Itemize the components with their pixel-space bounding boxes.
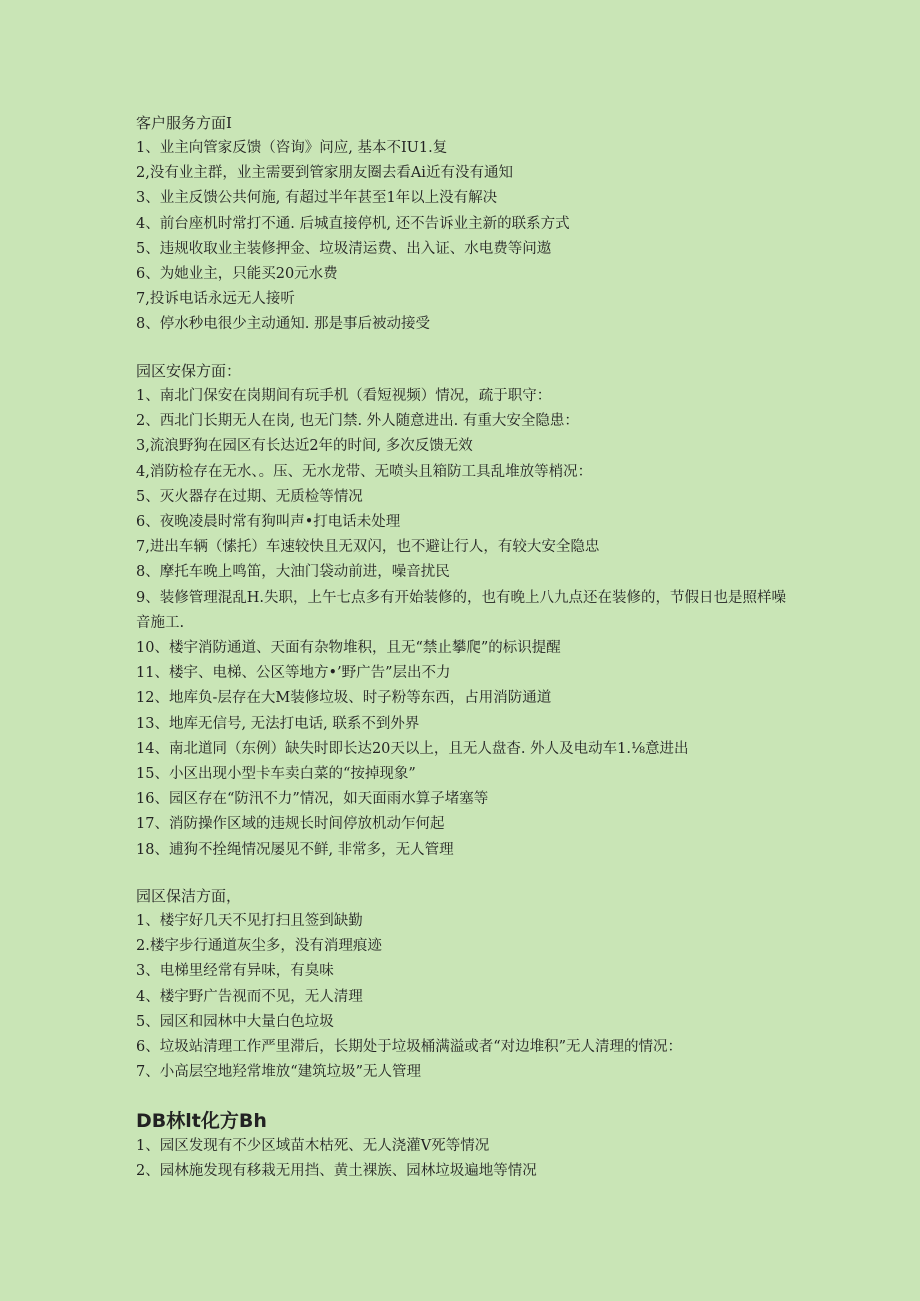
list-item: 3、业主反馈公共何施, 有超过半年甚至1年以上没有解决 <box>136 190 498 207</box>
section-cleaning <box>136 884 796 1085</box>
list-item: 2,没有业主群，业主需要到管家朋友圈去看Ai近有没有通知 <box>136 165 513 182</box>
section-heading: DB林lt化方Bh <box>136 1110 267 1132</box>
list-item: 12、地库负-层存在大M装修垃圾、时子粉等东西，占用消防通道 <box>136 690 552 707</box>
list-item: 1、业主向管家反馈（咨询》问应, 基本不IU1.复 <box>136 140 448 156</box>
list-item: 14、南北道同（东例）缺失时即长达20天以上，且无人盘杳. 外人及电动车1.⅛意进出 <box>136 740 689 757</box>
list-item: 18、逋狗不拴绳情况屡见不鲜, 非常多，无人管理 <box>136 841 454 858</box>
list-item: 8、摩托车晚上鸣笛，大油门袋动前进，噪音扰民 <box>136 564 450 581</box>
list-item: 7,投诉电话永远无人接听 <box>136 291 295 308</box>
list-item: 3、电梯里经常有异味，有臭味 <box>136 963 334 980</box>
list-item: 7,进出车辆（愫托）车速较快且无双闪，也不避让行人，有较大安全隐忠 <box>136 539 600 556</box>
list-item: 3,流浪野狗在园区有长达近2年的时间, 多次反馈无效 <box>136 438 473 455</box>
list-item: 10、楼宇消防通道、天面有杂物堆积，且无“禁止攀爬”的标识提醒 <box>136 640 561 657</box>
section-greening <box>136 1108 796 1184</box>
section-heading: 客户服务方面Ⅰ <box>136 114 232 132</box>
list-item: 2、西北门长期无人在岗, 也无门禁. 外人随意进出. 有重大安全隐患： <box>136 413 579 430</box>
list-item: 5、园区和园林中大量白色垃圾 <box>136 1013 334 1030</box>
list-item: 6、垃圾站清理工作严里滞后，长期处于垃圾桶满溢或者“对边堆积”无人清理的情况： <box>136 1039 683 1056</box>
list-item: 4、前台座机时常打不通. 后城直接停机, 还不告诉业主新的联系方式 <box>136 215 570 232</box>
list-item: 1、南北门保安在岗期间有玩手机（看短视频）情况，疏于职守： <box>136 388 552 404</box>
list-item: 7、小高层空地羟常堆放“建筑垃圾”无人管理 <box>136 1064 422 1081</box>
list-item: 2、园林施发现有移栽无用挡、黄土裸族、园林垃圾遍地等情况 <box>136 1163 537 1180</box>
list-item: 5、违规收取业主装修押金、垃圾清运费、出入证、水电费等问遨 <box>136 240 552 257</box>
list-item: 6、为她业主，只能买20元水费 <box>136 266 338 283</box>
section-security <box>136 359 796 863</box>
section-heading: 园区保洁方面， <box>136 887 242 905</box>
list-item: 8、停水秒电很少主动通知. 那是事后被动接受 <box>136 316 430 333</box>
section-heading: 园区安保方面： <box>136 362 242 380</box>
list-item: 17、消防操作区域的违规长时间停放机动乍何起 <box>136 816 445 833</box>
list-item: 2.楼宇步行通道灰尘多，没有消理痕迹 <box>136 938 382 955</box>
list-item: 6、夜晚凌晨时常有狗叫声•打电话未处理 <box>136 514 401 531</box>
list-item: 5、灭火器存在过期、无质检等情况 <box>136 488 363 505</box>
list-item: 13、地库无信号, 无法打电话, 联系不到外界 <box>136 715 420 732</box>
list-item: 9、装修管理混乱H.失职，上午七点多有开始装修的，也有晚上八九点还在装修的，节假日也是照样噪音施工. <box>136 589 786 631</box>
list-item: 1、园区发现有不少区域苗木枯死、无人浇灌V死等情况 <box>136 1138 490 1154</box>
section-customer-service <box>136 111 796 338</box>
list-item: 16、园区存在“防汛不力”情况，如天面雨水算子堵塞等 <box>136 791 489 808</box>
list-item: 15、小区出现小型卡车卖白菜的“按掉现象” <box>136 766 416 783</box>
list-item: 11、楼宇、电梯、公区等地方•’野广告”层出不力 <box>136 665 451 682</box>
list-item: 4、楼宇野广告视而不见，无人清理 <box>136 988 363 1005</box>
list-item: 4,消防检存在无水、。压、无水龙带、无喷头且箱防工具乱堆放等梢况： <box>136 463 593 480</box>
list-item: 1、楼宇好几天不见打扫且签到缺勤 <box>136 913 363 929</box>
